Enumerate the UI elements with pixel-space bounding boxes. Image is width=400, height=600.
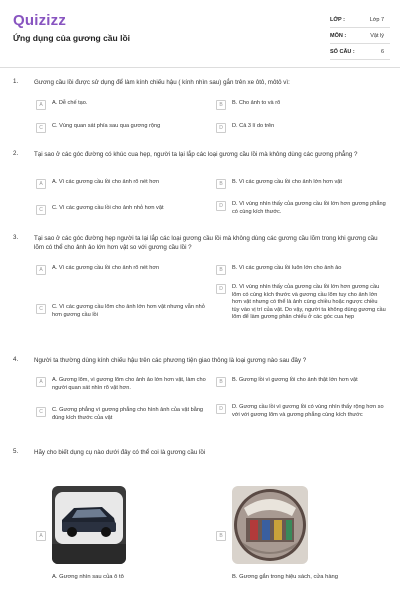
question-text: Hãy cho biết dụng cụ nào dưới đây có thể coi là gương cầu lồi (34, 449, 206, 456)
option-letter-box: C (36, 205, 46, 215)
meta-key: SỐ CÂU : (330, 48, 355, 55)
option-letter-box: B (216, 377, 226, 387)
option-text: B. Vì các gương cầu lồi luôn lớn cho ảnh ảo (232, 265, 342, 271)
option-a[interactable] (36, 377, 206, 392)
option-a-caption: A. Gương nhìn sau của ô tô (52, 574, 124, 580)
option-text: C. Gương phẳng vì gương phẳng cho hình ảnh của vật bằng đúng kích thước của vật (52, 407, 204, 421)
option-letter-box: D (216, 201, 226, 211)
option-text: A. Gương lõm, vì gương lõm cho ảnh ảo lớn hơn vật, làm cho người quan sát nhìn rõ vật hơn. (52, 377, 206, 391)
option-letter-box: A (36, 377, 46, 387)
option-text: C. Vùng quan sát phía sau qua gương rộng (52, 123, 161, 129)
meta-row-grade (330, 12, 390, 28)
option-b[interactable] (216, 179, 386, 189)
header-divider (0, 67, 400, 68)
question-text: Tại sao ở các góc đường hẹp người ta lại lắp các loại gương cầu lồi mà không dùng các gương cầu lõm trong khi gương cầu lõm có thể cho ảnh ảo lớn hơn vật so với gương cầu lồi ? (34, 235, 378, 251)
option-letter-box: D (216, 284, 226, 294)
option-text: C. Vì các gương cầu lồi cho ảnh nhỏ hơn vật (52, 205, 164, 211)
option-letter-box: C (36, 304, 46, 314)
option-letter-box: A (36, 179, 46, 189)
option-letter-box: D (216, 404, 226, 414)
option-text: D. Vì vùng nhìn thấy của gương cầu lồi lớn hơn gương cầu lõm có cùng kích thước và gương cầu lõm tuy cho ảnh lớn hơn vật nhưng có thể là ảnh cùng chiều hoặc ngược chiều tùy vào vị trí của vật. Do vậy, người ta không dùng gương cầu lõm để làm gương phản chiếu ở các góc cua hẹp (232, 284, 386, 321)
option-a[interactable] (36, 179, 206, 189)
option-text: B. Cho ảnh to và rõ (232, 100, 281, 106)
option-text: D. Vì vùng nhìn thấy của gương cầu lồi lớn hơn gương phẳng có cùng kích thước. (232, 201, 386, 215)
car-mirror-image (52, 486, 126, 564)
option-letter-box: D (216, 123, 226, 133)
option-d[interactable] (216, 123, 386, 133)
page-title: Ứng dụng của gương cầu lồi (13, 33, 130, 43)
option-letter-box: C (36, 123, 46, 133)
option-text: C. Vì các gương cầu lõm cho ảnh lớn hơn vật nhưng vẫn nhỏ hơn gương cầu lồi (52, 304, 205, 318)
option-b[interactable] (216, 100, 386, 110)
question-text: Người ta thường dùng kính chiếu hậu trên các phương tiện giao thông là loại gương nào sau đây ? (34, 357, 307, 364)
option-c[interactable] (36, 407, 206, 422)
option-text: A. Vì các gương cầu lồi cho ảnh rõ nét hơn (52, 265, 160, 271)
option-text: A. Dễ chế tạo. (52, 100, 88, 106)
option-c[interactable] (36, 205, 206, 215)
question-number: 2. (13, 150, 19, 157)
option-b-caption: B. Gương gắn trong hiệu sách, cửa hàng (232, 574, 338, 580)
option-letter-box: A (36, 100, 46, 110)
question-number: 3. (13, 234, 19, 241)
quizizz-logo: Quizizz (13, 12, 67, 29)
question-number: 1. (13, 78, 19, 85)
meta-row-count (330, 44, 390, 60)
meta-key: LỚP : (330, 16, 345, 23)
question-text: Tại sao ở các góc đường có khúc cua hẹp, người ta lại lắp các loại gương cầu lồi mà không dùng các gương phẳng ? (34, 151, 358, 158)
meta-value: Lớp 7 (369, 16, 384, 23)
meta-row-subject (330, 28, 390, 44)
option-b[interactable] (216, 531, 226, 541)
option-letter-box: A (36, 265, 46, 275)
option-letter-box: A (36, 531, 46, 541)
option-letter-box: B (216, 265, 226, 275)
option-c[interactable] (36, 123, 206, 133)
option-text: D. Cả 3 lí do trên (232, 123, 275, 129)
option-b[interactable] (216, 265, 386, 275)
meta-panel (330, 12, 390, 60)
store-mirror-image (232, 486, 308, 564)
option-text: A. Vì các gương cầu lồi cho ảnh rõ nét hơn (52, 179, 160, 185)
option-letter-box: B (216, 100, 226, 110)
option-letter-box: C (36, 407, 46, 417)
option-d[interactable] (216, 201, 386, 216)
option-d[interactable] (216, 404, 386, 419)
meta-value: Vật lý (370, 32, 384, 39)
option-b[interactable] (216, 377, 386, 387)
meta-value: 6 (380, 48, 384, 55)
option-text: B. Gương lồi vì gương lồi cho ảnh thật lớn hơn vật (232, 377, 358, 383)
option-text: D. Gương cầu lồi vì gương lồi có vùng nhìn thấy rộng hơn so với với gương lõm và gương phẳng cùng kích thước (232, 404, 384, 418)
meta-key: MÔN : (330, 32, 347, 39)
option-c[interactable] (36, 304, 206, 319)
option-a[interactable] (36, 100, 206, 110)
option-d[interactable] (216, 284, 386, 322)
question-number: 4. (13, 356, 19, 363)
option-letter-box: B (216, 531, 226, 541)
option-a[interactable] (36, 265, 206, 275)
question-text: Gương cầu lồi được sử dụng để làm kính chiếu hậu ( kính nhìn sau) gắn trên xe ôtô, môtô vì: (34, 79, 290, 86)
option-letter-box: B (216, 179, 226, 189)
option-text: B. Vì các gương cầu lồi cho ảnh lớn hơn vật (232, 179, 342, 185)
question-number: 5. (13, 448, 19, 455)
option-a[interactable] (36, 531, 46, 541)
